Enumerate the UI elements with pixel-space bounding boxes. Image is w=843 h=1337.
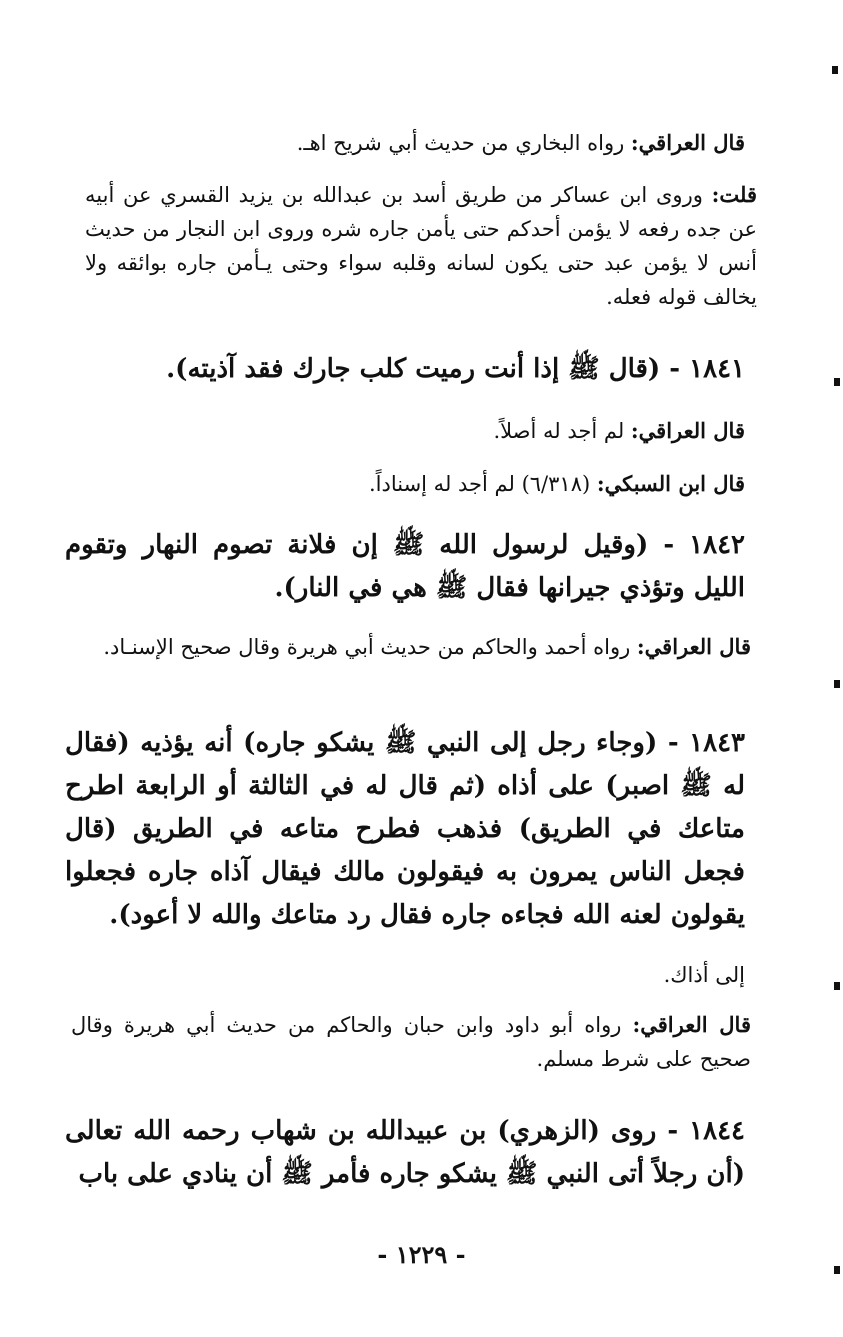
commentary-label: قال العراقي: (630, 130, 745, 155)
note-label: قلت: (711, 182, 757, 207)
commentary-label: قال العراقي: (630, 418, 745, 443)
commentary-text: لم أجد له أصلاً. (493, 419, 631, 443)
scan-margin-mark (834, 680, 840, 688)
scan-margin-mark (834, 1266, 840, 1274)
commentary-subki (85, 467, 745, 501)
hadith-number: ١٨٤١ - (669, 354, 745, 384)
hadith-1843 (65, 722, 745, 937)
hadith-number: ١٨٤٢ - (663, 530, 745, 560)
commentary-label: قال العراقي: (632, 1012, 751, 1037)
commentary-text: رواه أحمد والحاكم من حديث أبي هريرة وقال صحيح الإسنـاد. (103, 635, 637, 659)
commentary-iraqi-3 (71, 630, 751, 664)
note-text: وروى ابن عساكر من طريق أسد بن عبدالله بن يزيد القسري عن أبيه عن جده رفعه لا يؤمن أحدكم حتى يأمن جاره شره وروى ابن النجار من حديث أنس لا يؤمن عبد حتى يكون لسانه وقلبه سواء وحتى يـأمن جاره بوائقه ولا يخالف قوله فعله. (85, 183, 757, 309)
scan-margin-mark (834, 378, 840, 386)
commentary-text: رواه البخاري من حديث أبي شريح اهـ. (296, 131, 631, 155)
hadith-text: روى (الزهري) بن عبيدالله بن شهاب رحمه الله تعالى (أن رجلاً أتى النبي ﷺ يشكو جاره فأمر ﷺ أن ينادي على باب (65, 1116, 745, 1189)
scan-margin-mark (832, 66, 838, 74)
commentary-text: (٦/٣١٨) لم أجد له إسناداً. (368, 472, 597, 496)
commentary-iraqi-4 (71, 1008, 751, 1076)
page-number: - ١٢٢٩ - (377, 1240, 466, 1269)
hadith-1844 (65, 1110, 745, 1196)
scan-margin-mark (834, 982, 840, 990)
hadith-text: (قال ﷺ إذا أنت رميت كلب جارك فقد آذيته). (166, 354, 670, 384)
hadith-number: ١٨٤٤ - (667, 1116, 745, 1146)
commentary-label: قال العراقي: (636, 634, 751, 659)
note-qultu (85, 178, 757, 314)
commentary-iraqi-2 (85, 414, 745, 448)
hadith-text: (وقيل لرسول الله ﷺ إن فلانة تصوم النهار وتقوم الليل وتؤذي جيرانها فقال ﷺ هي في النار). (65, 530, 745, 603)
marginal-note (85, 958, 745, 992)
hadith-number: ١٨٤٣ - (667, 728, 746, 758)
commentary-iraqi-1 (85, 126, 745, 160)
hadith-text: (وجاء رجل إلى النبي ﷺ يشكو جاره) أنه يؤذيه (فقال له ﷺ اصبر) على أذاه (ثم قال له في الثالثة أو الرابعة اطرح متاعك في الطريق) فذهب فطرح متاعه في الطريق (قال فجعل الناس يمرون به فيقولون مالك فيقال آذاه جاره فجعلوا يقولون لعنه الله فجاءه جاره فقال رد متاعك والله لا أعود). (65, 728, 745, 930)
hadith-1842 (65, 524, 745, 610)
commentary-text: رواه أبو داود وابن حبان والحاكم من حديث أبي هريرة وقال صحيح على شرط مسلم. (71, 1013, 751, 1071)
marginal-note-text: إلى أذاك. (663, 963, 745, 987)
commentary-label: قال ابن السبكي: (596, 471, 745, 496)
hadith-1841 (85, 348, 745, 391)
